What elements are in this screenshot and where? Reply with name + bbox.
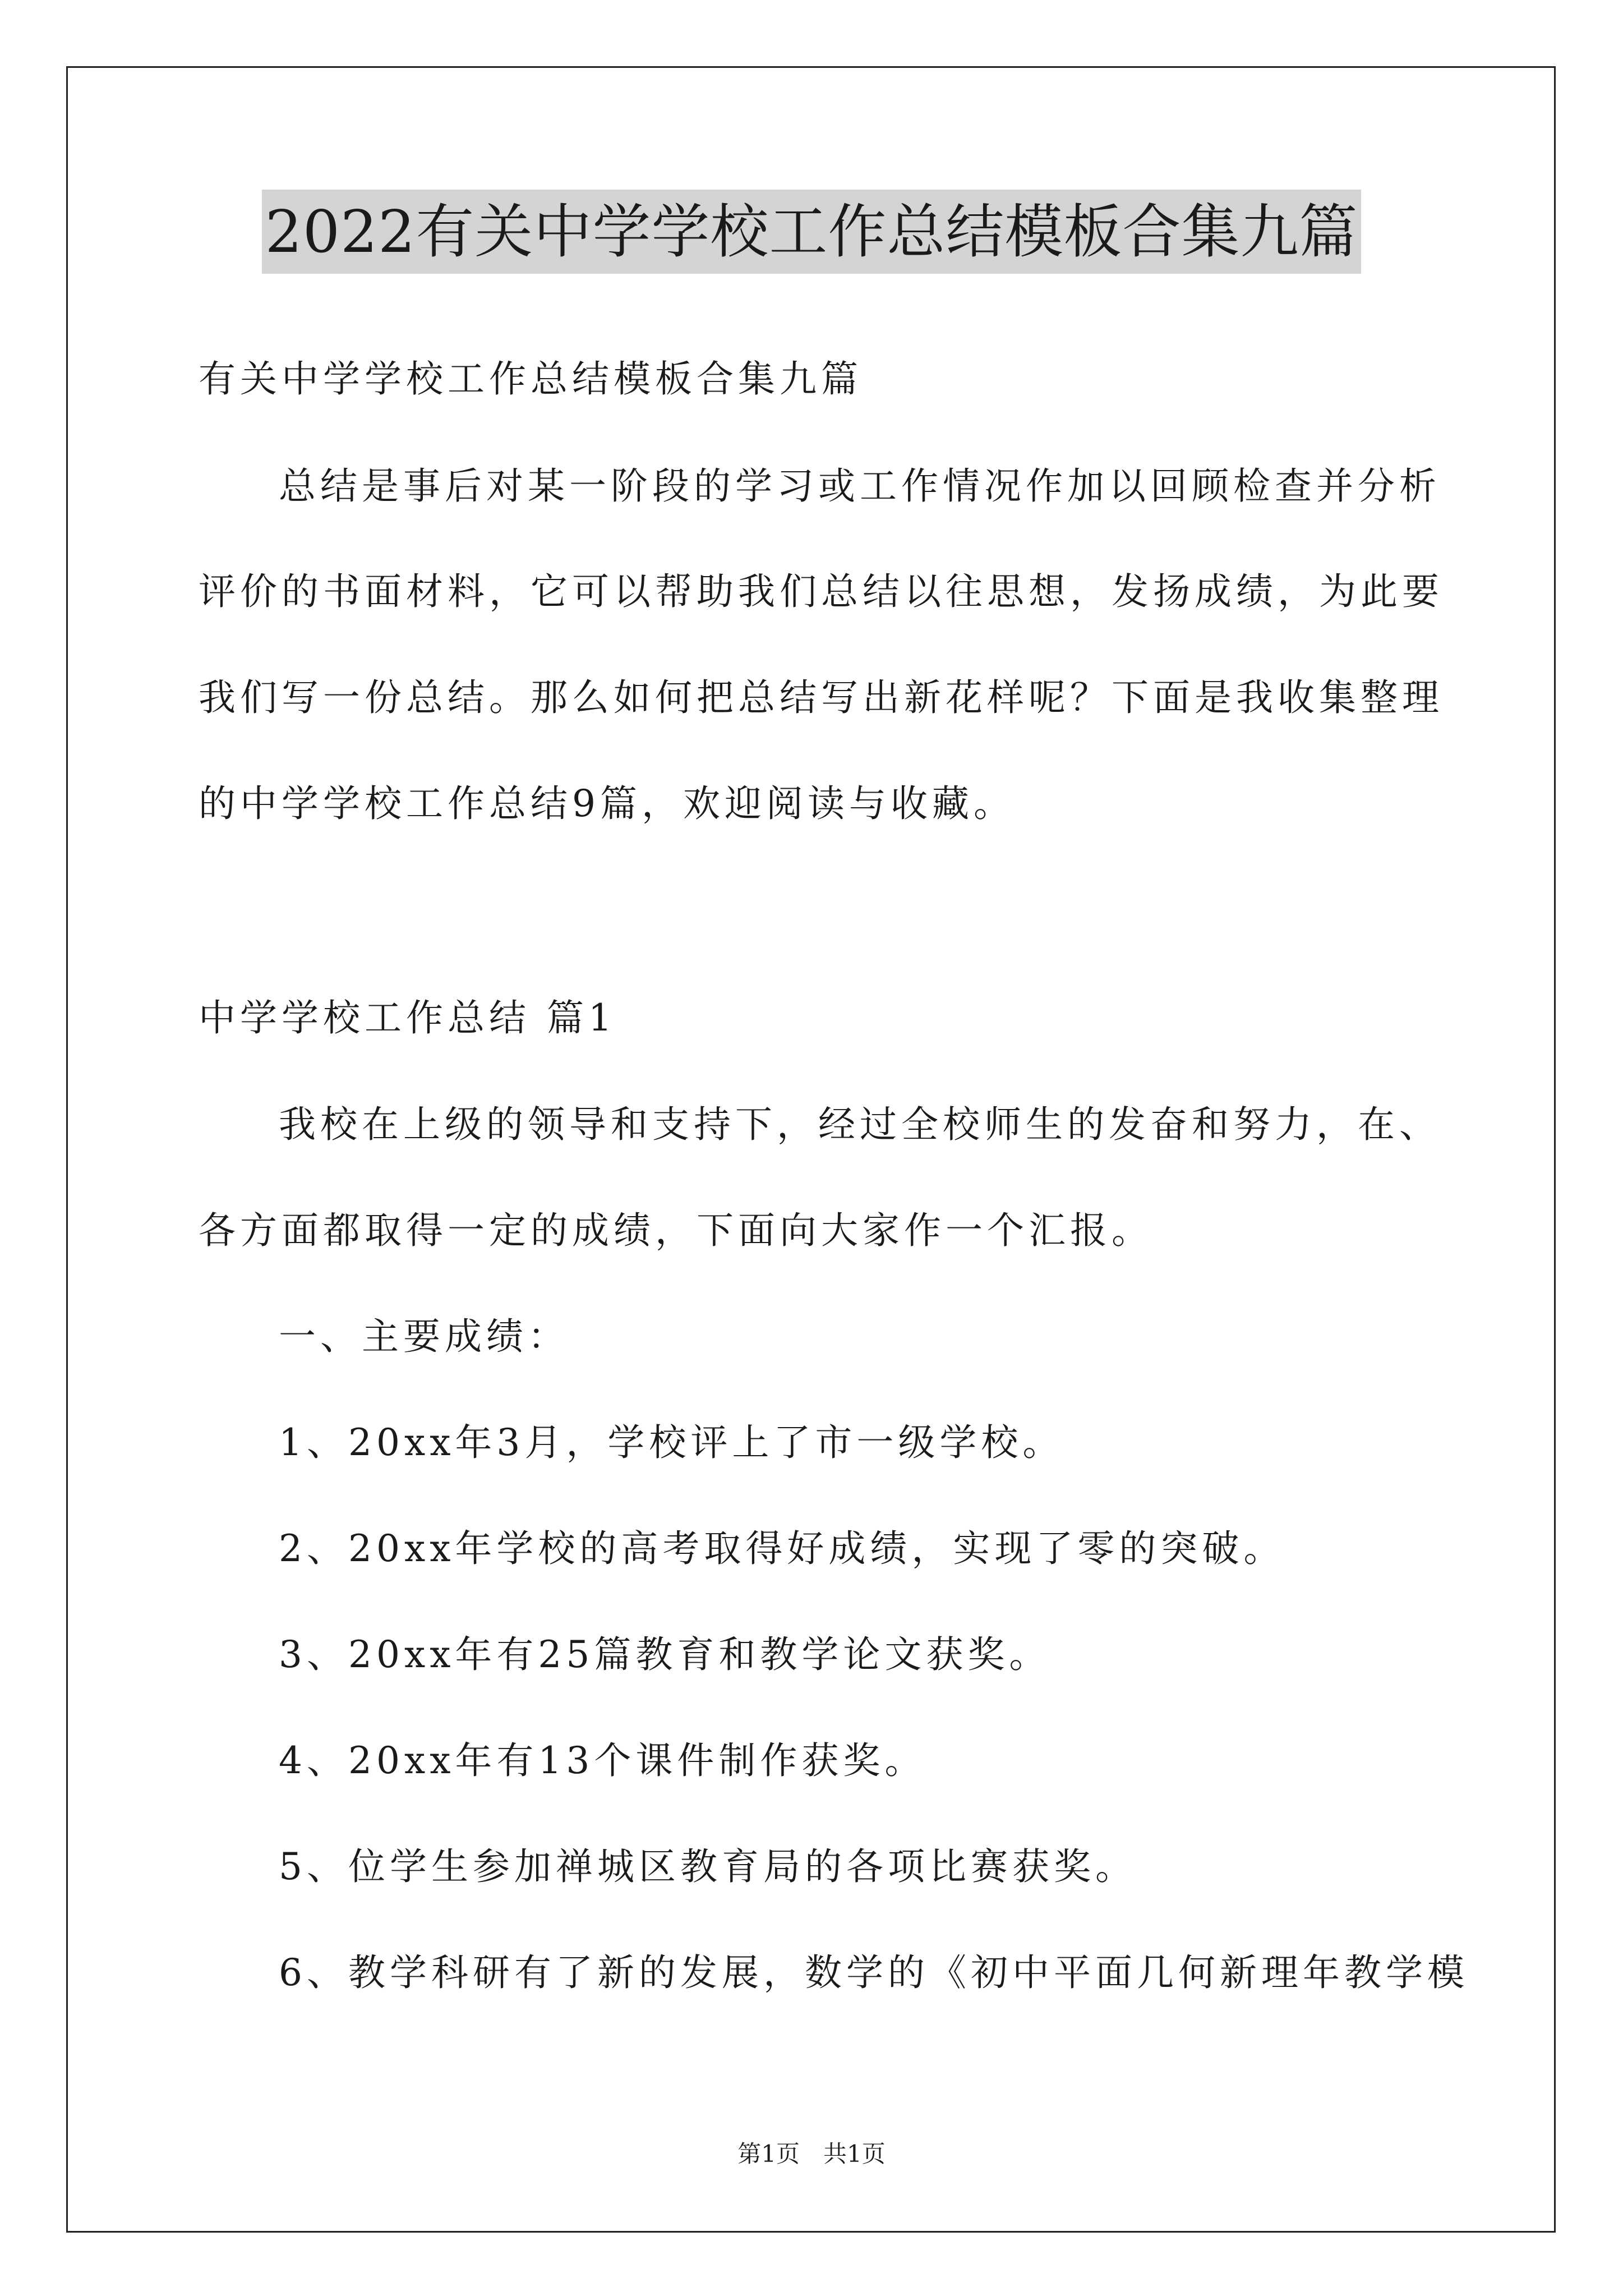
document-subtitle: 有关中学学校工作总结模板合集九篇 xyxy=(199,357,863,401)
section-line-5: 2、20xx年学校的高考取得好成绩，实现了零的突破。 xyxy=(279,1527,1285,1570)
section-line-8: 5、位学生参加禅城区教育局的各项比赛获奖。 xyxy=(279,1845,1137,1888)
section-line-3: 一、主要成绩： xyxy=(279,1315,569,1358)
section-line-7: 4、20xx年有13个课件制作获奖。 xyxy=(279,1739,926,1782)
section-line-4: 1、20xx年3月，学校评上了市一级学校。 xyxy=(279,1421,1064,1464)
intro-line-1: 总结是事后对某一阶段的学习或工作情况作加以回顾检查并分析 xyxy=(279,464,1441,508)
intro-line-2: 评价的书面材料，它可以帮助我们总结以往思想，发扬成绩，为此要 xyxy=(199,570,1444,613)
document-title: 2022有关中学学校工作总结模板合集九篇 xyxy=(262,190,1362,274)
title-container xyxy=(0,190,1623,274)
section-line-1: 我校在上级的领导和支持下，经过全校师生的发奋和努力，在、 xyxy=(279,1103,1441,1146)
section-line-6: 3、20xx年有25篇教育和教学论文获奖。 xyxy=(279,1633,1051,1676)
section-heading: 中学学校工作总结 篇1 xyxy=(199,996,616,1039)
section-line-2: 各方面都取得一定的成绩，下面向大家作一个汇报。 xyxy=(199,1209,1153,1252)
page-footer: 第1页 共1页 xyxy=(737,2140,886,2168)
intro-line-3: 我们写一份总结。那么如何把总结写出新花样呢？下面是我收集整理 xyxy=(199,676,1444,719)
intro-line-4: 的中学学校工作总结9篇，欢迎阅读与收藏。 xyxy=(199,782,1015,825)
section-line-9: 6、教学科研有了新的发展，数学的《初中平面几何新理年教学模 xyxy=(279,1951,1469,1994)
